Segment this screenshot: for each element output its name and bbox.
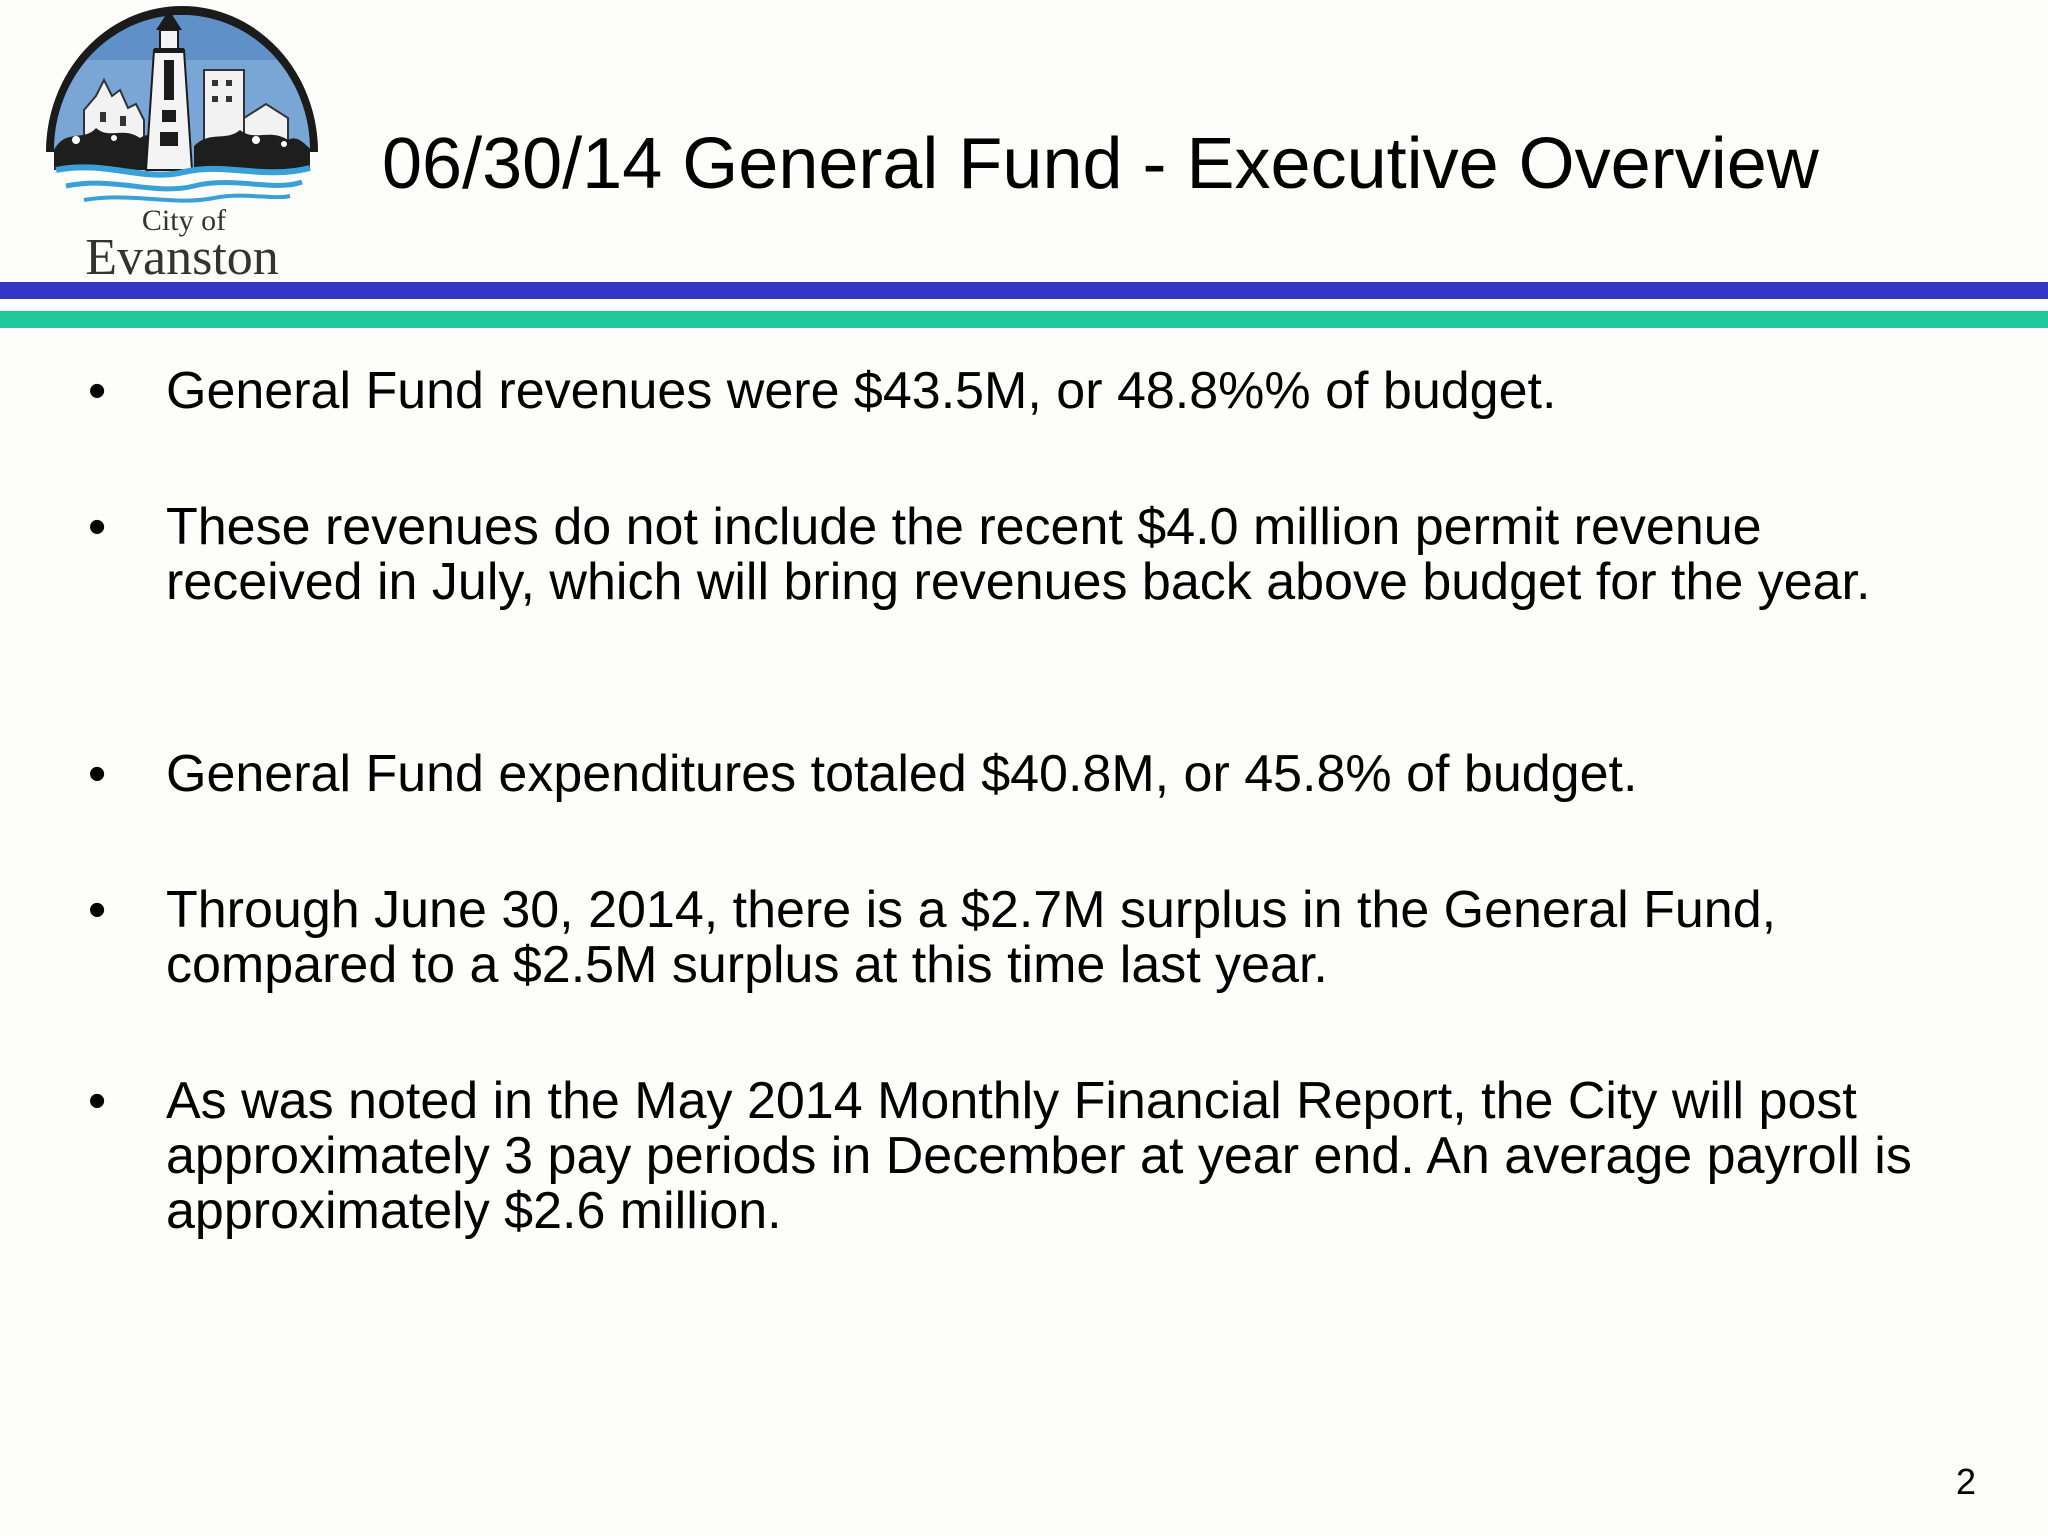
slide-title: 06/30/14 General Fund - Executive Overview xyxy=(382,124,1819,204)
page-number: 2 xyxy=(1955,1461,1976,1502)
bullet-marker: • xyxy=(88,1072,107,1130)
bullet-marker: • xyxy=(88,881,107,939)
bullet-text: General Fund revenues were $43.5M, or 48.8%% of budget. xyxy=(166,362,1557,420)
bullet-marker: • xyxy=(88,362,107,420)
bullet-marker: • xyxy=(88,498,107,556)
logo-line-city-of: City of xyxy=(141,204,227,237)
bullet-text: As was noted in the May 2014 Monthly Financial Report, the City will post approximately 3 pay periods in December at year end. An average payroll is approximately $2.6 million. xyxy=(166,1072,1912,1240)
bullet-marker: • xyxy=(88,745,107,803)
bullet-text: General Fund expenditures totaled $40.8M, or 45.8% of budget. xyxy=(166,745,1638,803)
bullet-text: Through June 30, 2014, there is a $2.7M surplus in the General Fund, compared to a $2.5M surplus at this time last year. xyxy=(166,881,1777,994)
logo-line-evanston: Evanston xyxy=(85,229,279,282)
bullet-text: These revenues do not include the recent $4.0 million permit revenue received in July, which will bring revenues back above budget for the year. xyxy=(166,498,1871,611)
